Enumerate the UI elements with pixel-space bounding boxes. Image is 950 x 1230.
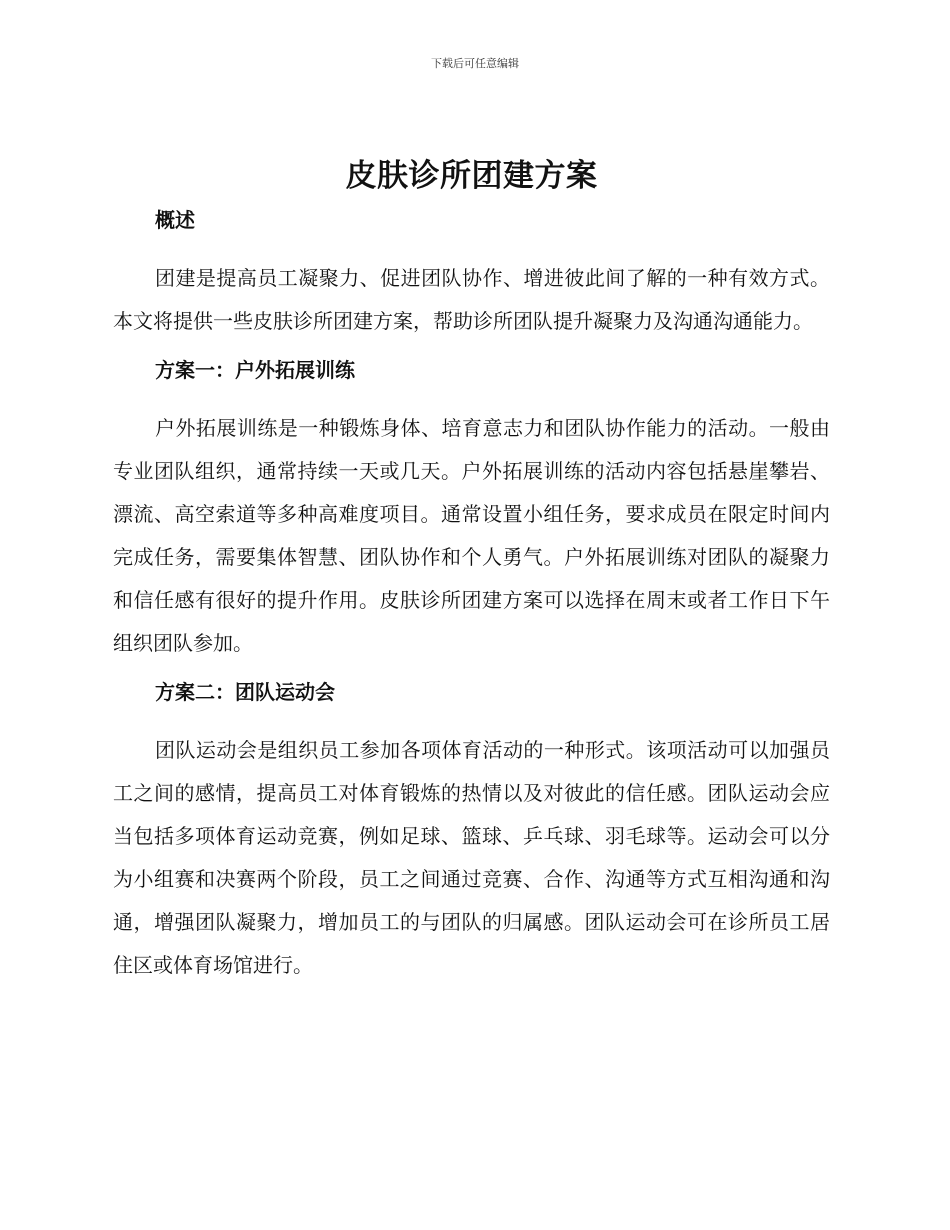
document-title: 皮肤诊所团建方案 [345,158,598,194]
header-note: 下载后可任意编辑 [431,57,519,70]
section-paragraph-overview: 团建是提高员工凝聚力、促进团队协作、增进彼此间了解的一种有效方式。本文将提供一些皮肤诊所团建方案，帮助诊所团队提升凝聚力及沟通沟通能力。 [113,266,830,333]
section-paragraph-plan-two: 团队运动会是组织员工参加各项体育活动的一种形式。该项活动可以加强员工之间的感情，提高员工对体育锻炼的热情以及对彼此的信任感。团队运动会应当包括多项体育运动竞赛，例如足球、篮球、乒乓球、羽毛球等。运动会可以分为小组赛和决赛两个阶段，员工之间通过竞赛、合作、沟通等方式互相沟通和沟通，增强团队凝聚力，增加员工的与团队的归属感。团队运动会可在诊所员工居住区或体育场馆进行。 [113,738,830,977]
section-heading-plan-one: 方案一：户外拓展训练 [155,358,355,382]
document-body [113,150,830,1001]
section-paragraph-plan-one: 户外拓展训练是一种锻炼身体、培育意志力和团队协作能力的活动。一般由专业团队组织，通常持续一天或几天。户外拓展训练的活动内容包括悬崖攀岩、漂流、高空索道等多种高难度项目。通常设置小组任务，要求成员在限定时间内完成任务，需要集体智慧、团队协作和个人勇气。户外拓展训练对团队的凝聚力和信任感有很好的提升作用。皮肤诊所团建方案可以选择在周末或者工作日下午组织团队参加。 [113,416,830,655]
section-heading-plan-two: 方案二：团队运动会 [155,680,335,704]
section-heading-overview: 概述 [155,208,195,232]
